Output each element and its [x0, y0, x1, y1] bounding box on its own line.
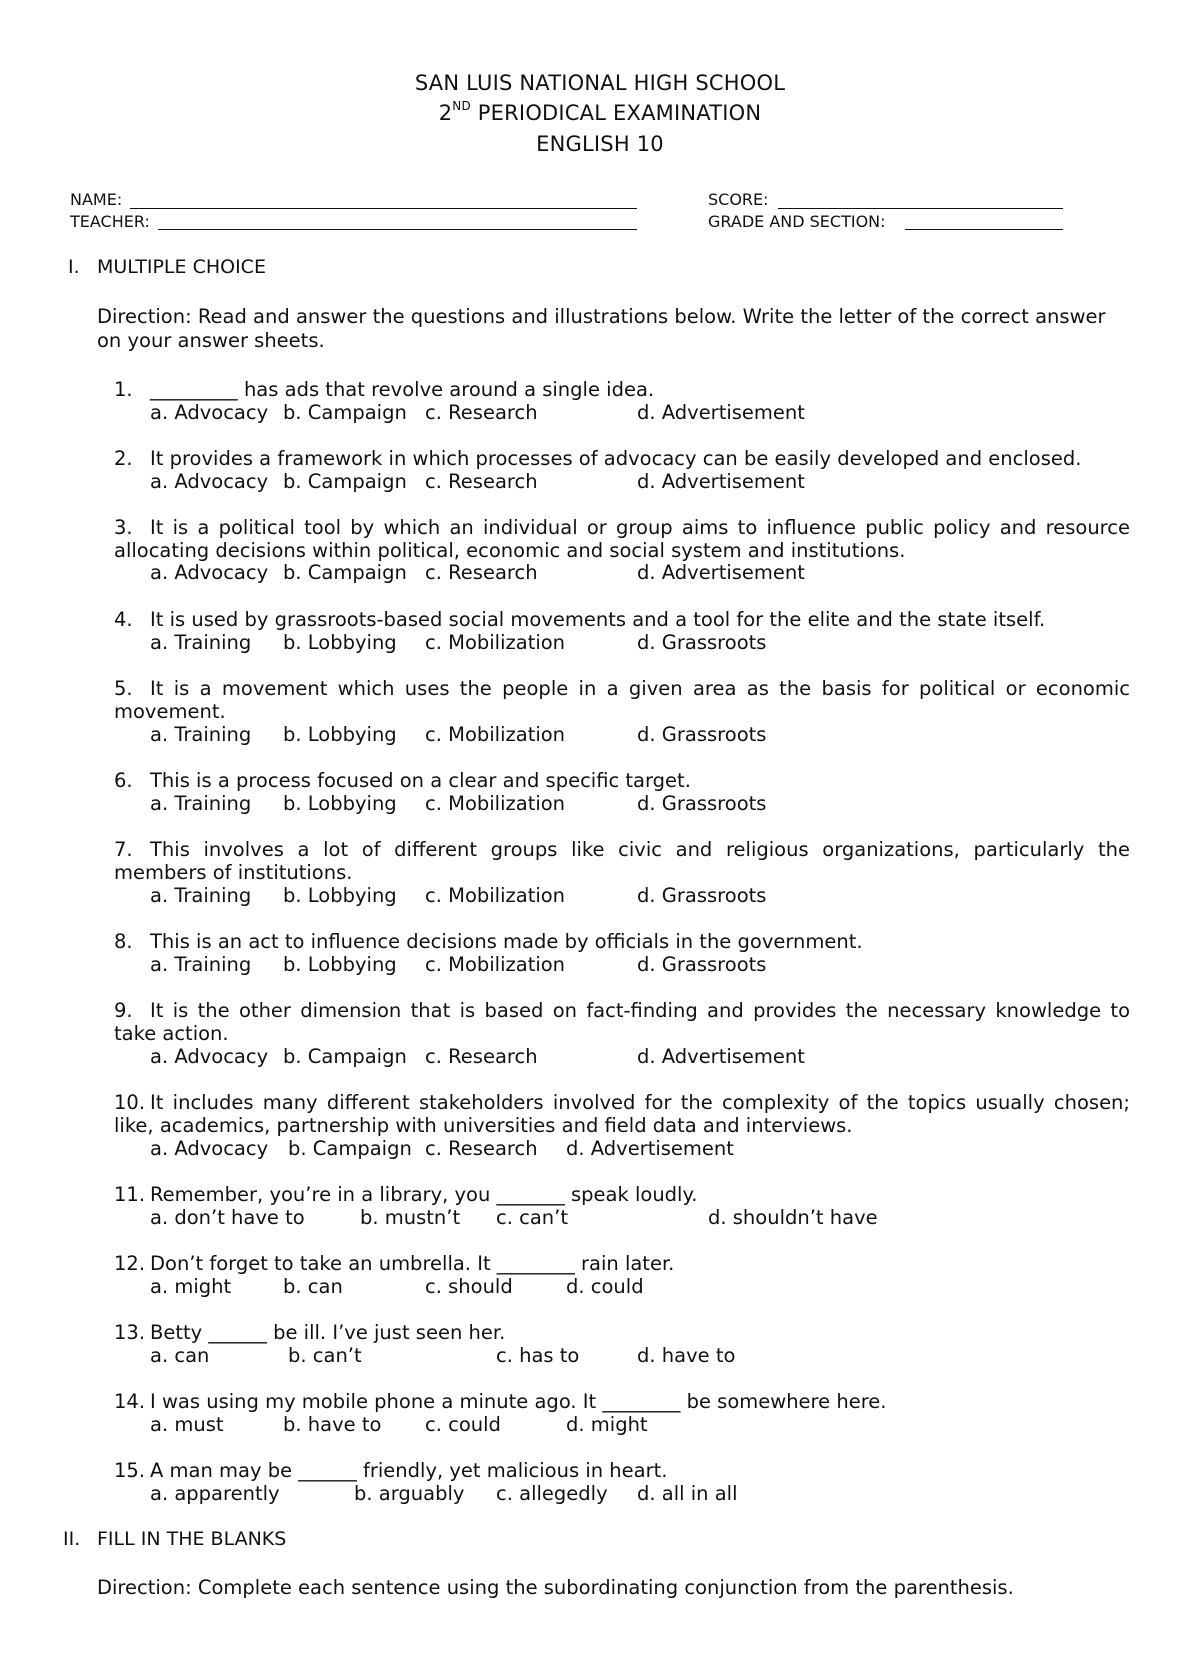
answer-option: d. might: [566, 1413, 648, 1436]
answer-option: d. Grassroots: [637, 884, 767, 907]
score-field[interactable]: [778, 208, 1063, 209]
school-name: SAN LUIS NATIONAL HIGH SCHOOL: [414, 71, 786, 95]
answer-option: c. Research: [425, 401, 538, 424]
question-text: It is a political tool by which an individual or group aims to influence public policy and resource allocating decisions within political, economic and social system and institutions.: [114, 516, 1130, 562]
answer-option: d. Grassroots: [637, 631, 767, 654]
section-2-direction: Direction: Complete each sentence using the subordinating conjunction from the parenthesis.: [97, 1576, 1014, 1599]
answer-option: a. can: [150, 1344, 210, 1367]
answer-option: b. Lobbying: [283, 631, 397, 654]
answer-option: b. Campaign: [283, 561, 407, 584]
answer-option: a. Training: [150, 792, 252, 815]
exam-title: [0, 101, 1200, 125]
answer-option: b. Campaign: [283, 401, 407, 424]
answer-option: b. Lobbying: [283, 792, 397, 815]
answer-option: c. Mobilization: [425, 723, 566, 746]
question-text: Remember, you’re in a library, you _______ speak loudly.: [150, 1183, 698, 1206]
answer-option: b. Lobbying: [283, 884, 397, 907]
answer-option: d. Advertisement: [637, 561, 805, 584]
question-text: Don’t forget to take an umbrella. It ________ rain later.: [150, 1252, 675, 1275]
name-label: NAME:: [70, 190, 123, 209]
answer-option: a. Training: [150, 884, 252, 907]
question-text: Betty ______ be ill. I’ve just seen her.: [150, 1321, 506, 1344]
answer-option: d. Grassroots: [637, 953, 767, 976]
section-1-direction-cont: on your answer sheets.: [97, 329, 325, 352]
answer-option: a. Advocacy: [150, 401, 269, 424]
answer-option: c. Mobilization: [425, 792, 566, 815]
question-text: It provides a framework in which processes of advocacy can be easily developed and enclosed.: [150, 447, 1082, 470]
answer-option: c. Mobilization: [425, 953, 566, 976]
answer-option: a. apparently: [150, 1482, 280, 1505]
answer-option: d. have to: [637, 1344, 736, 1367]
question-text: This is an act to influence decisions made by officials in the government.: [150, 930, 863, 953]
answer-option: c. should: [425, 1275, 513, 1298]
question-text: It is a movement which uses the people in a given area as the basis for political or economic movement.: [114, 677, 1130, 723]
question-text: This involves a lot of different groups like civic and religious organizations, particularly the members of institutions.: [114, 838, 1130, 884]
exam-number: 2: [438, 101, 453, 125]
exam-title-text: PERIODICAL EXAMINATION: [470, 101, 762, 125]
section-1-title: MULTIPLE CHOICE: [97, 256, 266, 278]
answer-option: b. Lobbying: [283, 723, 397, 746]
question-number: 15.: [114, 1459, 146, 1482]
question-text: This is a process focused on a clear and specific target.: [150, 769, 691, 792]
answer-option: b. have to: [283, 1413, 382, 1436]
name-field[interactable]: [130, 208, 637, 209]
answer-option: a. don’t have to: [150, 1206, 305, 1229]
question-number: 12.: [114, 1252, 146, 1275]
answer-option: a. Advocacy: [150, 1045, 269, 1068]
answer-option: a. Advocacy: [150, 561, 269, 584]
question-number: 14.: [114, 1390, 146, 1413]
question-number: 3.: [114, 516, 133, 539]
answer-option: d. Advertisement: [637, 1045, 805, 1068]
question-number: 10.: [114, 1091, 146, 1114]
question-number: 1.: [114, 378, 133, 401]
answer-option: d. Advertisement: [637, 401, 805, 424]
question-number: 8.: [114, 930, 133, 953]
answer-option: d. Advertisement: [566, 1137, 734, 1160]
answer-option: a. Training: [150, 631, 252, 654]
answer-option: b. Campaign: [288, 1137, 412, 1160]
question-number: 5.: [114, 677, 133, 700]
question-number: 13.: [114, 1321, 146, 1344]
answer-option: c. Research: [425, 470, 538, 493]
answer-option: a. Training: [150, 953, 252, 976]
section-2-number: II.: [63, 1528, 81, 1550]
question-number: 2.: [114, 447, 133, 470]
answer-option: b. Lobbying: [283, 953, 397, 976]
answer-option: a. Advocacy: [150, 470, 269, 493]
question-number: 11.: [114, 1183, 146, 1206]
question-number: 6.: [114, 769, 133, 792]
teacher-field[interactable]: [158, 229, 637, 230]
question-text: I was using my mobile phone a minute ago. It ________ be somewhere here.: [150, 1390, 887, 1413]
question-text: _________ has ads that revolve around a single idea.: [150, 378, 655, 401]
question-number: 4.: [114, 608, 133, 631]
answer-option: b. mustn’t: [360, 1206, 461, 1229]
section-2-title: FILL IN THE BLANKS: [97, 1528, 287, 1550]
exam-ordinal-suffix: ND: [452, 99, 471, 113]
grade-section-field[interactable]: [905, 229, 1063, 230]
answer-option: d. shouldn’t have: [708, 1206, 878, 1229]
answer-option: c. could: [425, 1413, 501, 1436]
answer-option: d. could: [566, 1275, 644, 1298]
subject-title: ENGLISH 10: [536, 132, 664, 156]
answer-option: c. Mobilization: [425, 631, 566, 654]
answer-option: b. arguably: [354, 1482, 465, 1505]
teacher-label: TEACHER:: [70, 212, 150, 231]
question-number: 9.: [114, 999, 133, 1022]
answer-option: a. must: [150, 1413, 224, 1436]
answer-option: d. all in all: [637, 1482, 738, 1505]
answer-option: c. can’t: [496, 1206, 568, 1229]
answer-option: c. Research: [425, 561, 538, 584]
question-text: It includes many different stakeholders involved for the complexity of the topics usually chosen; like, academics, partnership with universities and field data and interviews.: [114, 1091, 1130, 1137]
answer-option: c. Mobilization: [425, 884, 566, 907]
answer-option: c. has to: [496, 1344, 580, 1367]
answer-option: a. might: [150, 1275, 232, 1298]
answer-option: a. Advocacy: [150, 1137, 269, 1160]
answer-option: b. Campaign: [283, 1045, 407, 1068]
question-number: 7.: [114, 838, 133, 861]
answer-option: b. Campaign: [283, 470, 407, 493]
question-text: A man may be ______ friendly, yet malicious in heart.: [150, 1459, 668, 1482]
answer-option: d. Grassroots: [637, 792, 767, 815]
answer-option: c. Research: [425, 1137, 538, 1160]
answer-option: c. Research: [425, 1045, 538, 1068]
answer-option: d. Advertisement: [637, 470, 805, 493]
section-1-number: I.: [68, 256, 80, 278]
answer-option: d. Grassroots: [637, 723, 767, 746]
answer-option: c. allegedly: [496, 1482, 608, 1505]
section-1-direction: Direction: Read and answer the questions and illustrations below. Write the letter of the correct answer: [97, 305, 1106, 328]
answer-option: a. Training: [150, 723, 252, 746]
question-text: It is the other dimension that is based on fact-finding and provides the necessary knowledge to take action.: [114, 999, 1130, 1045]
answer-option: b. can: [283, 1275, 343, 1298]
score-label: SCORE:: [708, 190, 769, 209]
grade-section-label: GRADE AND SECTION:: [708, 212, 886, 231]
answer-option: b. can’t: [288, 1344, 362, 1367]
question-text: It is used by grassroots-based social movements and a tool for the elite and the state itself.: [150, 608, 1046, 631]
